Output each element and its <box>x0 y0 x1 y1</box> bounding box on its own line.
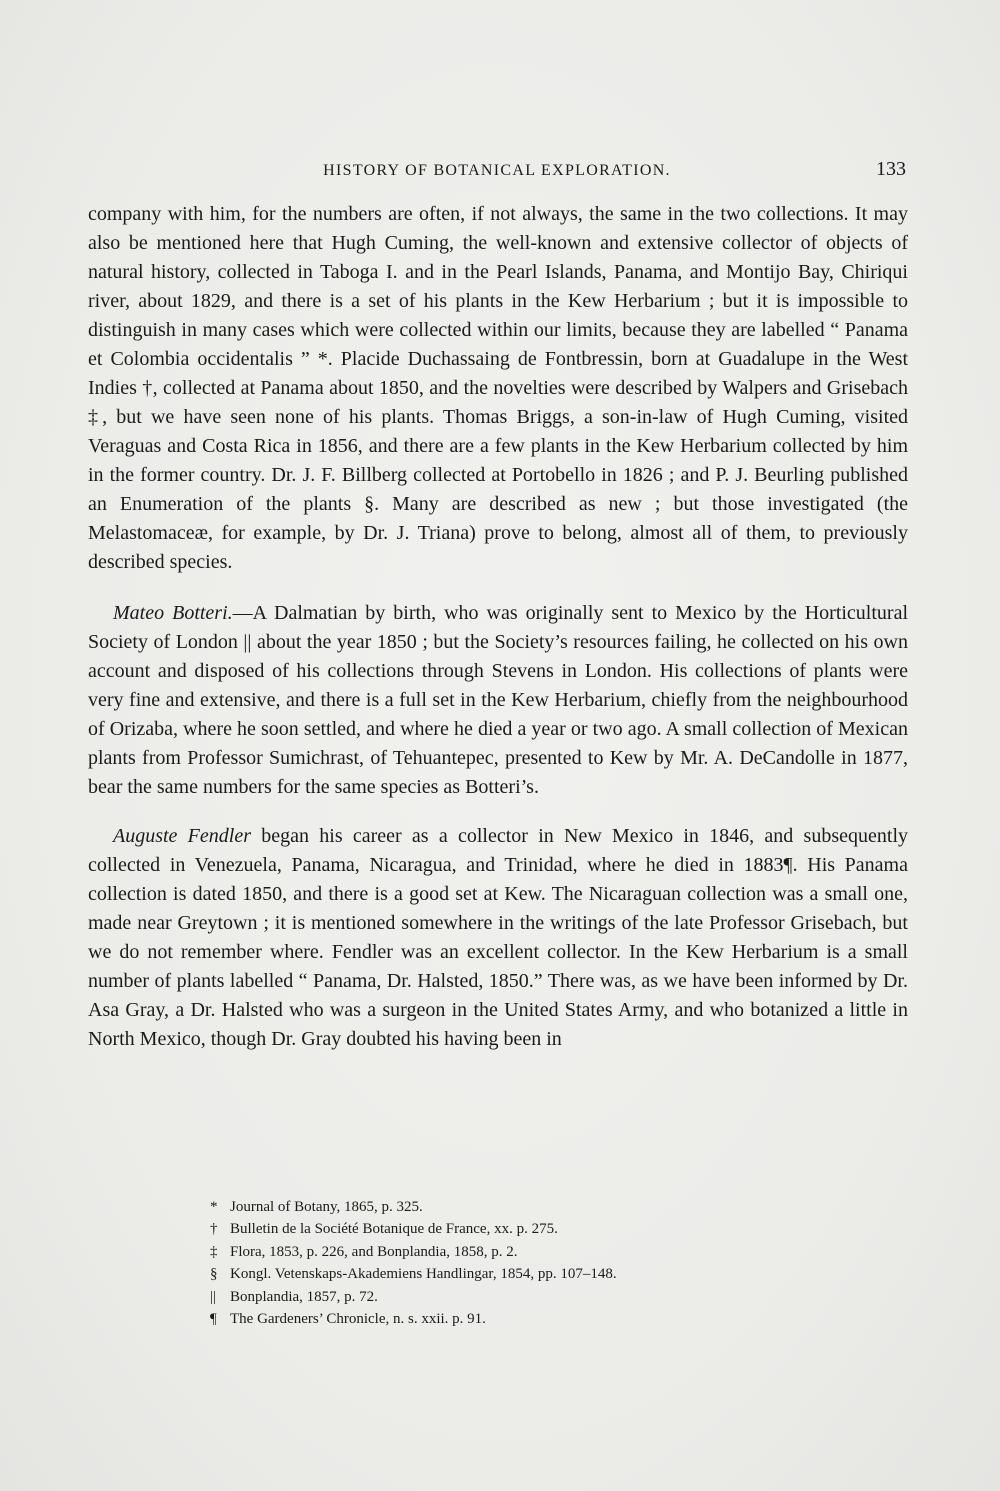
footnote-text: Bonplandia, 1857, p. 72. <box>230 1288 378 1305</box>
footnote <box>210 1286 770 1308</box>
paragraph-botteri <box>88 599 908 802</box>
footnote-text: The Gardeners’ Chronicle, n. s. xxii. p. 91. <box>230 1311 486 1328</box>
running-title: HISTORY OF BOTANICAL EXPLORATION. <box>323 162 671 179</box>
footnote-mark: * <box>210 1199 218 1215</box>
body-text <box>88 200 908 1054</box>
page-number: 133 <box>876 158 906 180</box>
paragraph-fendler <box>88 822 908 1054</box>
footnote-mark: † <box>210 1221 218 1238</box>
fendler-name: Auguste Fendler <box>113 825 251 847</box>
footnote <box>210 1308 770 1330</box>
footnotes <box>210 1196 770 1330</box>
botteri-name: Mateo Botteri. <box>113 602 233 624</box>
footnote-text: Kongl. Vetenskaps-Akademiens Handlingar, 1854, pp. 107–148. <box>230 1266 617 1283</box>
footnote-mark: || <box>210 1288 217 1305</box>
footnote <box>210 1263 770 1285</box>
footnote <box>210 1218 770 1240</box>
botteri-text: —A Dalmatian by birth, who was originally sent to Mexico by the Horticultural Society of London || about the year 1850 ; but the Society’s resources failing, he collected on his own account and disposed of his collections through Stevens in London. His collections of plants were very fine and extensive, and there is a full set in the Kew Herbarium, chiefly from the neighbourhood of Orizaba, where he soon settled, and where he died a year or two ago. A small collection of Mexican plants from Professor Sumichrast, of Tehuantepec, presented to Kew by Mr. A. DeCandolle in 1877, bear the same numbers for the same species as Botteri’s. <box>88 602 909 798</box>
paragraph-gap <box>88 802 908 822</box>
fendler-text: began his career as a collector in New Mexico in 1846, and subsequently collected in Venezuela, Panama, Nicaragua, and Trinidad, where he died in 1883¶. His Panama collection is dated 1850, and there is a good set at Kew. The Nicaraguan collection was a small one, made near Greytown ; it is mentioned somewhere in the writings of the late Professor Grisebach, but we do not remember where. Fendler was an excellent collector. In the Kew Herbarium is a small number of plants labelled “ Panama, Dr. Halsted, 1850.” There was, as we have been informed by Dr. Asa Gray, a Dr. Halsted who was a surgeon in the United States Army, and who botanized a little in North Mexico, though Dr. Gray doubted his having been in <box>88 825 908 1050</box>
footnote-mark: ‡ <box>210 1243 218 1260</box>
footnote-mark: ¶ <box>210 1311 217 1328</box>
footnote-text: Journal of Botany, 1865, p. 325. <box>230 1199 423 1215</box>
footnote-mark: § <box>210 1266 218 1283</box>
paragraph-gap <box>88 577 908 599</box>
paragraph-collectors-continued: company with him, for the numbers are often, if not always, the same in the two collections. It may also be mentioned here that Hugh Cuming, the well-known and extensive collector of objects of natural history, collected in Taboga I. and in the Pearl Islands, Panama, and Montijo Bay, Chiriqui river, about 1829, and there is a set of his plants in the Kew Herbarium ; but it is impossible to distinguish in many cases which were collected within our limits, because they are labelled “ Panama et Colombia occidentalis ” *. Placide Duchassaing de Fontbressin, born at Guadalupe in the West Indies †, collected at Panama about 1850, and the novelties were described by Walpers and Grisebach ‡, but we have seen none of his plants. Thomas Briggs, a son-in-law of Hugh Cuming, visited Veraguas and Costa Rica in 1856, and there are a few plants in the Kew Herbarium collected by him in the former country. Dr. J. F. Billberg collected at Portobello in 1826 ; and P. J. Beurling published an Enumeration of the plants §. Many are described as new ; but those investigated (the Melastomaceæ, for example, by Dr. J. Triana) prove to belong, almost all of them, to previously described species. <box>88 203 908 573</box>
footnote-text: Flora, 1853, p. 226, and Bonplandia, 1858, p. 2. <box>230 1243 518 1260</box>
footnote <box>210 1241 770 1263</box>
footnote-text: Bulletin de la Société Botanique de France, xx. p. 275. <box>230 1221 558 1238</box>
footnote <box>210 1196 770 1218</box>
running-head <box>88 156 906 186</box>
